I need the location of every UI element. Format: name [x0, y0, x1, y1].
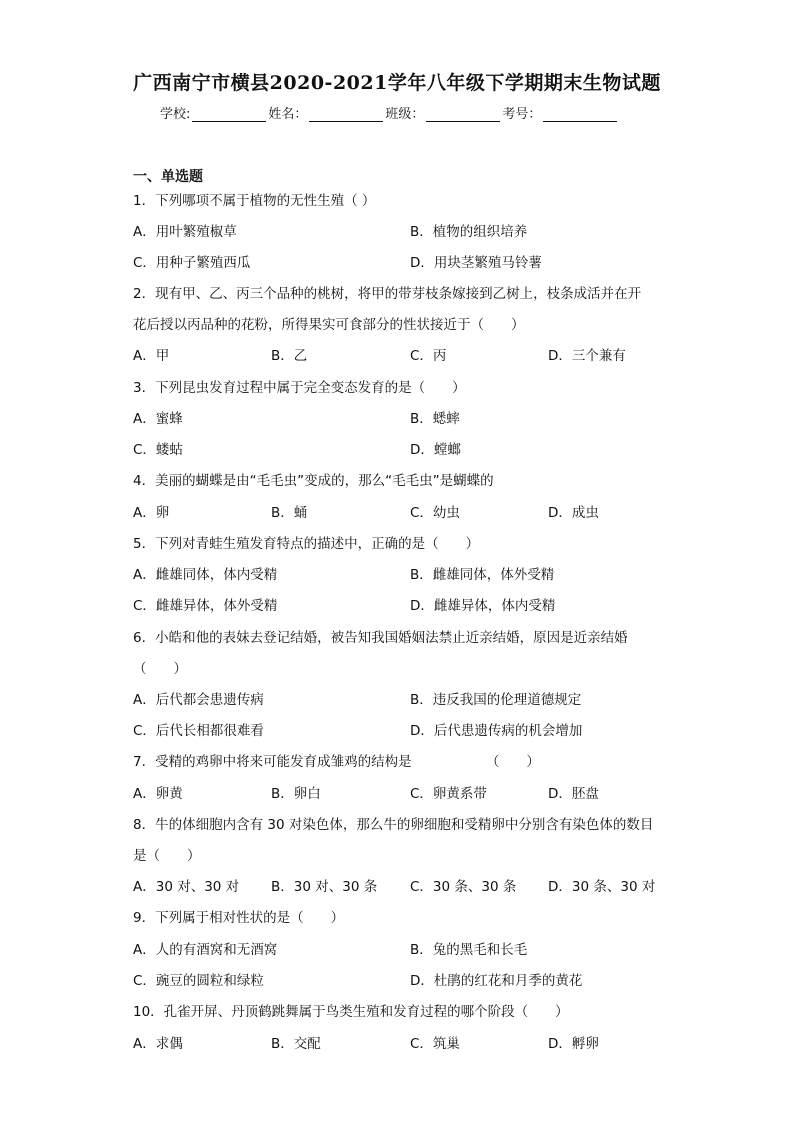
question-8-line-1: 8．牛的体细胞内含有 30 对染色体，那么牛的卵细胞和受精卵中分别含有染色体的数目: [133, 817, 654, 833]
question-2-line-2: 花后授以丙品种的花粉，所得果实可食部分的性状接近于（ ）: [133, 317, 525, 333]
q5-option-b: B．雌雄同体，体外受精: [410, 567, 555, 583]
exam-title: 广西南宁市横县2020-2021学年八年级下学期期末生物试题: [133, 72, 661, 94]
question-1: 1．下列哪项不属于植物的无性生殖（ ）: [133, 193, 376, 209]
name-blank[interactable]: [309, 108, 383, 122]
number-blank[interactable]: [543, 108, 617, 122]
question-8-line-2: 是（ ）: [133, 848, 201, 864]
question-2-line-1: 2．现有甲、乙、丙三个品种的桃树，将甲的带芽枝条嫁接到乙树上，枝条成活并在开: [133, 286, 642, 302]
q4-option-b: B．蛹: [271, 505, 308, 521]
q9-option-d: D．杜鹃的红花和月季的黄花: [410, 973, 583, 989]
q3-option-d: D．螳螂: [410, 442, 461, 458]
q10-option-d: D．孵卵: [548, 1036, 599, 1052]
q2-option-c: C．丙: [410, 348, 447, 364]
q2-option-b: B．乙: [271, 348, 308, 364]
q5-option-a: A．雌雄同体，体内受精: [133, 567, 278, 583]
question-6-line-2: （ ）: [133, 661, 187, 677]
q5-option-c: C．雌雄异体，体外受精: [133, 598, 278, 614]
q2-option-a: A．甲: [133, 348, 170, 364]
q9-option-b: B．兔的黑毛和长毛: [410, 942, 528, 958]
school-label: 学校:: [160, 107, 191, 122]
number-label: 考号：: [502, 107, 542, 122]
class-blank[interactable]: [426, 108, 500, 122]
q7-option-d: D．胚盘: [548, 786, 599, 802]
question-4: 4．美丽的蝴蝶是由“毛毛虫”变成的，那么“毛毛虫”是蝴蝶的: [133, 473, 494, 489]
student-info-line: [160, 103, 619, 122]
school-blank[interactable]: [192, 108, 266, 122]
question-9: 9．下列属于相对性状的是（ ）: [133, 910, 345, 926]
q6-option-a: A．后代都会患遗传病: [133, 692, 264, 708]
q4-option-d: D．成虫: [548, 505, 599, 521]
q8-option-d: D．30 条、30 对: [548, 879, 656, 895]
q10-option-b: B．交配: [271, 1036, 321, 1052]
q1-option-d: D．用块茎繁殖马铃薯: [410, 255, 542, 271]
question-5: 5．下列对青蛙生殖发育特点的描述中，正确的是（ ）: [133, 536, 480, 552]
q8-option-a: A．30 对、30 对: [133, 879, 240, 895]
q4-option-c: C．幼虫: [410, 505, 460, 521]
q3-option-b: B．蟋蟀: [410, 411, 460, 427]
q10-option-c: C．筑巢: [410, 1036, 460, 1052]
q1-option-b: B．植物的组织培养: [410, 224, 528, 240]
q5-option-d: D．雌雄异体，体内受精: [410, 598, 556, 614]
q6-option-d: D．后代患遗传病的机会增加: [410, 723, 583, 739]
q7-option-b: B．卵白: [271, 786, 321, 802]
q9-option-c: C．豌豆的圆粒和绿粒: [133, 973, 264, 989]
question-10: 10．孔雀开屏、丹顶鹤跳舞属于鸟类生殖和发育过程的哪个阶段（ ）: [133, 1004, 569, 1020]
q7-option-c: C．卵黄系带: [410, 786, 487, 802]
question-3: 3．下列昆虫发育过程中属于完全变态发育的是（ ）: [133, 380, 466, 396]
q6-option-b: B．违反我国的伦理道德规定: [410, 692, 582, 708]
q3-option-c: C．蝼蛄: [133, 442, 183, 458]
question-7: 7．受精的鸡卵中将来可能发育成雏鸡的结构是 （ ）: [133, 754, 540, 770]
q1-option-c: C．用种子繁殖西瓜: [133, 255, 251, 271]
q10-option-a: A．求偶: [133, 1036, 183, 1052]
q9-option-a: A．人的有酒窝和无酒窝: [133, 942, 278, 958]
q1-option-a: A．用叶繁殖椒草: [133, 224, 237, 240]
q3-option-a: A．蜜蜂: [133, 411, 183, 427]
q7-option-a: A．卵黄: [133, 786, 183, 802]
name-label: 姓名：: [268, 107, 308, 122]
q6-option-c: C．后代长相都很难看: [133, 723, 264, 739]
q8-option-c: C．30 条、30 条: [410, 879, 517, 895]
q4-option-a: A．卵: [133, 505, 170, 521]
section-heading: 一、单选题: [133, 169, 203, 185]
question-6-line-1: 6．小皓和他的表妹去登记结婚，被告知我国婚姻法禁止近亲结婚，原因是近亲结婚: [133, 630, 628, 646]
q8-option-b: B．30 对、30 条: [271, 879, 378, 895]
q2-option-d: D．三个兼有: [548, 348, 626, 364]
class-label: 班级：: [385, 107, 425, 122]
